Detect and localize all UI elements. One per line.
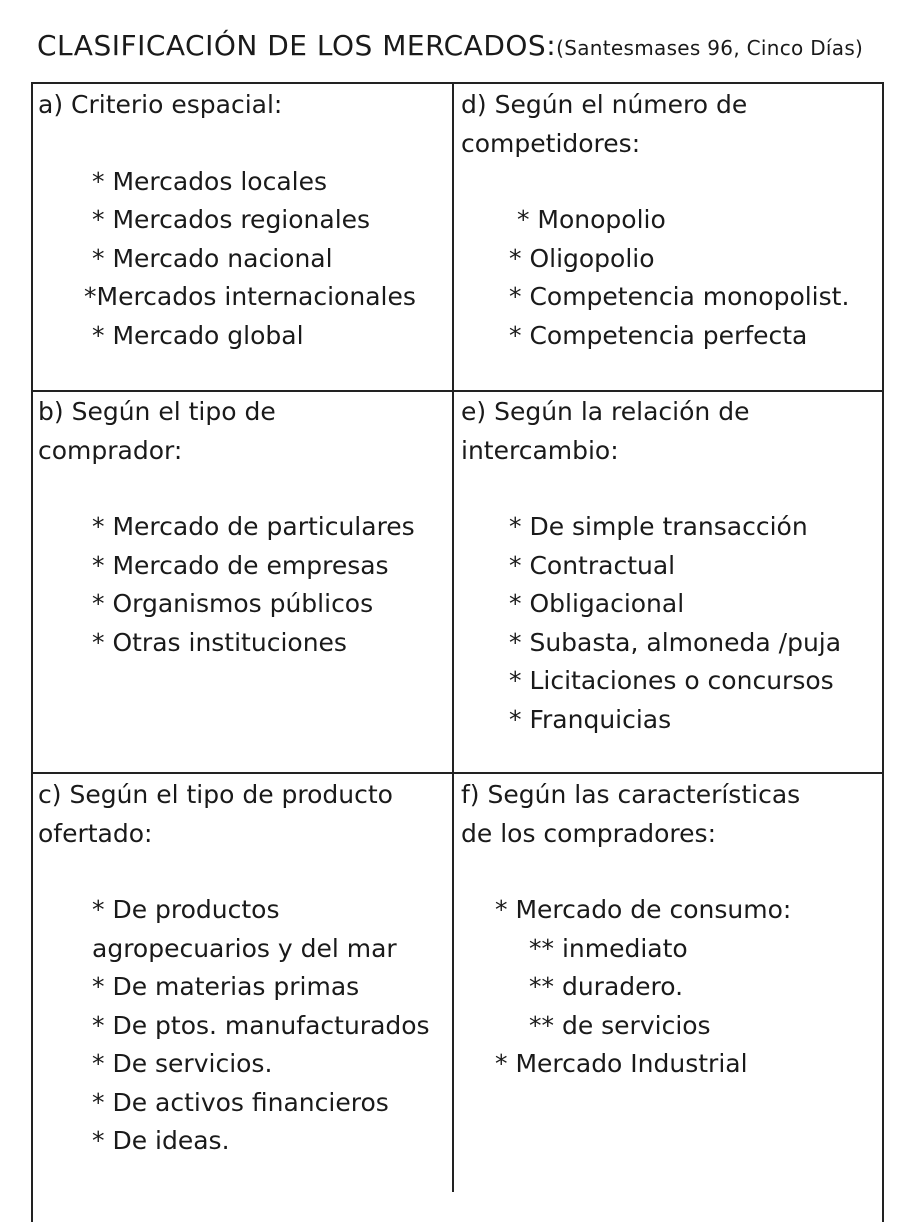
section-heading: f) Según las características (461, 780, 801, 809)
list-item: * De productos (92, 895, 280, 924)
section-f-caracteristicas (461, 776, 800, 1084)
list-item: * De materias primas (92, 972, 360, 1001)
list-item: * Oligopolio (509, 243, 655, 273)
list-item: * Organismos públicos (92, 589, 374, 618)
list-subitem: ** duradero. (529, 972, 684, 1001)
section-heading: a) Criterio espacial: (38, 90, 283, 119)
list-item: * Mercados locales (92, 166, 327, 196)
table-row-divider (31, 390, 884, 392)
list-item: * Monopolio (509, 205, 666, 234)
list-item: * Competencia monopolist. (509, 282, 850, 311)
list-subitem: ** de servicios (529, 1010, 711, 1040)
section-list (495, 891, 800, 1084)
section-heading: d) Según el número de (461, 90, 748, 119)
table-column-divider (452, 82, 454, 1192)
list-item: * Mercado de consumo: (495, 895, 792, 924)
section-d-competidores (461, 86, 849, 355)
list-item: * Mercado global (92, 320, 304, 350)
list-item: * Mercados regionales (92, 205, 371, 234)
section-b-comprador (38, 393, 415, 662)
list-item: * De simple transacción (509, 512, 808, 541)
list-item: * Mercado nacional (92, 243, 333, 273)
list-item: * Mercado de empresas (92, 550, 389, 580)
section-heading: intercambio: (461, 435, 619, 465)
list-item: * De servicios. (92, 1049, 273, 1078)
list-item: * Contractual (509, 550, 676, 580)
list-item: * Obligacional (509, 589, 685, 618)
list-item: * De activos financieros (92, 1087, 389, 1117)
section-heading: comprador: (38, 435, 183, 465)
section-list (509, 508, 841, 739)
list-item: * Franquicias (509, 704, 672, 734)
list-item: * Mercado Industrial (495, 1049, 748, 1078)
title-main: CLASIFICACIÓN DE LOS MERCADOS: (37, 29, 557, 62)
section-a-espacial (38, 86, 416, 355)
list-item: * De ptos. manufacturados (92, 1010, 430, 1040)
section-heading: competidores: (461, 128, 641, 158)
list-item: * Licitaciones o concursos (509, 666, 834, 695)
section-list (92, 508, 415, 662)
section-heading: ofertado: (38, 818, 153, 848)
list-item: * Otras instituciones (92, 627, 347, 657)
list-item: agropecuarios y del mar (92, 933, 397, 963)
table-row-divider (31, 772, 884, 774)
list-item: * Subasta, almoneda /puja (509, 627, 842, 657)
list-item: *Mercados internacionales (84, 282, 416, 311)
document-title (37, 26, 863, 68)
list-item: * Mercado de particulares (92, 512, 415, 541)
list-subitem: ** inmediato (529, 933, 688, 963)
section-heading: c) Según el tipo de producto (38, 780, 393, 809)
section-c-producto (38, 776, 430, 1161)
section-list (84, 163, 416, 356)
title-source: (Santesmases 96, Cinco Días) (556, 36, 864, 60)
section-list (92, 891, 430, 1161)
section-heading: de los compradores: (461, 818, 716, 848)
section-heading: b) Según el tipo de (38, 397, 276, 426)
section-heading: e) Según la relación de (461, 397, 750, 426)
section-e-intercambio (461, 393, 841, 739)
section-list (509, 201, 849, 355)
list-item: * De ideas. (92, 1126, 230, 1155)
list-item: * Competencia perfecta (509, 320, 808, 350)
